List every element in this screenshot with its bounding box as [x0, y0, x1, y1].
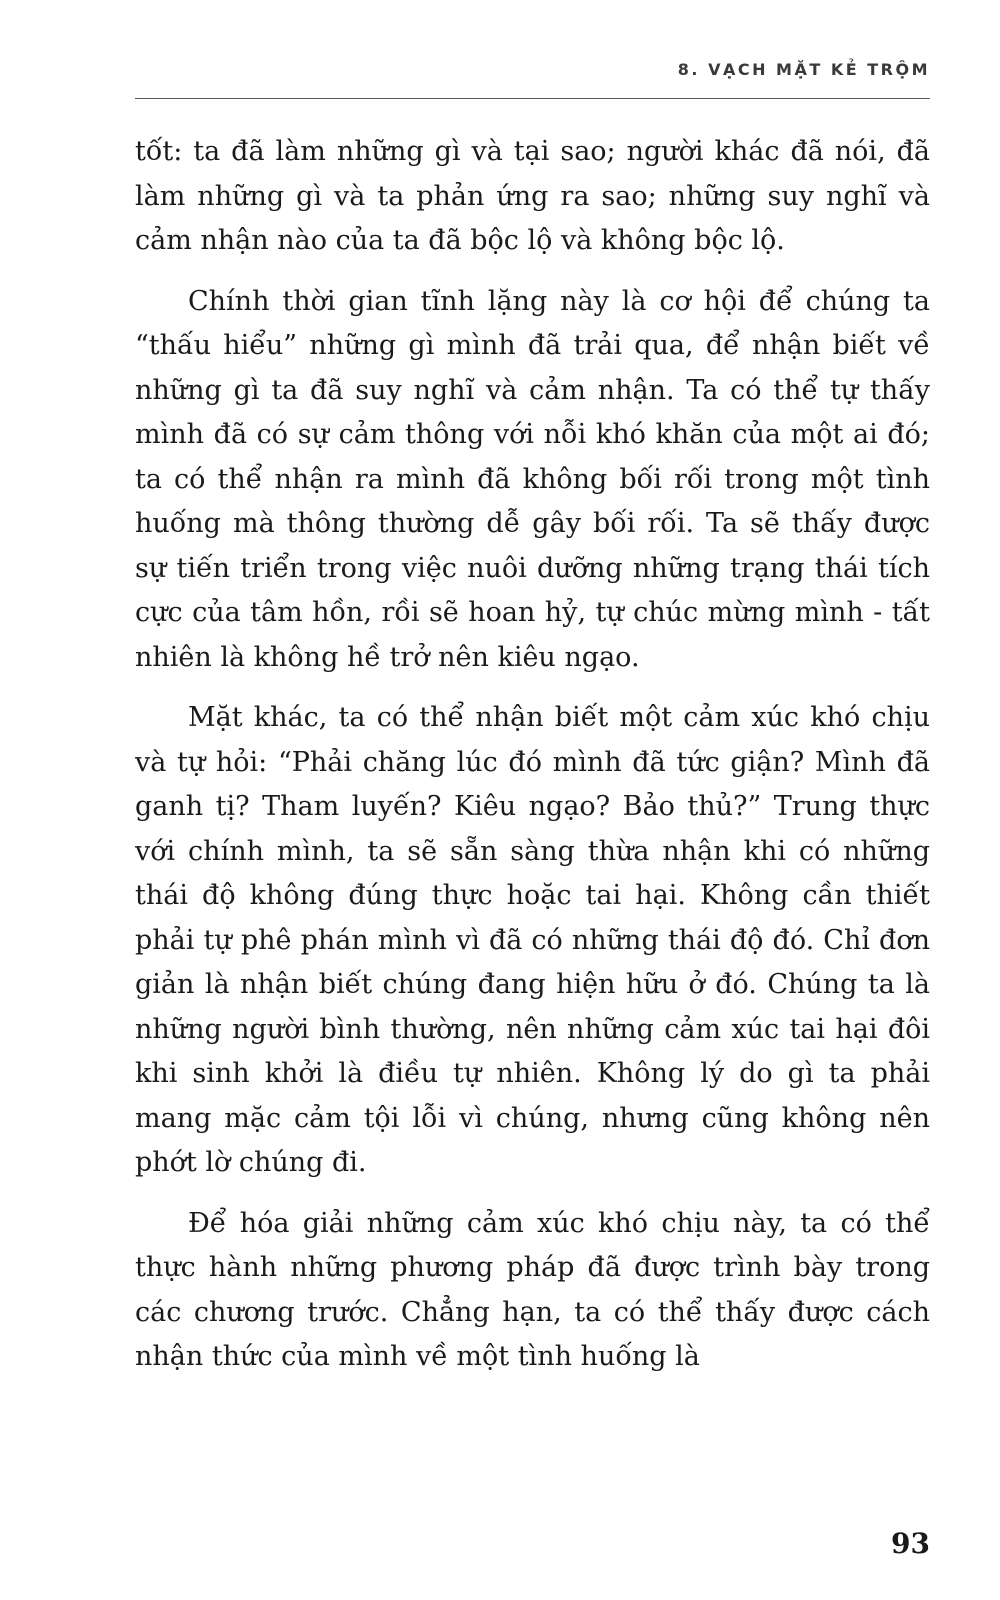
page-number: 93 — [891, 1527, 930, 1560]
page-body — [135, 130, 930, 1396]
paragraph: Để hóa giải những cảm xúc khó chịu này, ta có thể thực hành những phương pháp đã được trình bày trong các chương trước. Chẳng hạn, ta có thể thấy được cách nhận thức của mình về một tình huống là — [135, 1207, 930, 1372]
paragraph-continued: tốt: ta đã làm những gì và tại sao; người khác đã nói, đã làm những gì và ta phản ứng ra sao; những suy nghĩ và cảm nhận nào của ta đã bộc lộ và không bộc lộ. — [135, 136, 930, 256]
paragraph: Chính thời gian tĩnh lặng này là cơ hội để chúng ta “thấu hiểu” những gì mình đã trải qua, để nhận biết về những gì ta đã suy nghĩ và cảm nhận. Ta có thể tự thấy mình đã có sự cảm thông với nỗi khó khăn của một ai đó; ta có thể nhận ra mình đã không bối rối trong một tình huống mà thông thường dễ gây bối rối. Ta sẽ thấy được sự tiến triển trong việc nuôi dưỡng những trạng thái tích cực của tâm hồn, rồi sẽ hoan hỷ, tự chúc mừng mình - tất nhiên là không hề trở nên kiêu ngạo. — [135, 285, 930, 673]
running-header — [135, 58, 930, 99]
paragraph: Mặt khác, ta có thể nhận biết một cảm xúc khó chịu và tự hỏi: “Phải chăng lúc đó mình đã tức giận? Mình đã ganh tị? Tham luyến? Kiêu ngạo? Bảo thủ?” Trung thực với chính mình, ta sẽ sẵn sàng thừa nhận khi có những thái độ không đúng thực hoặc tai hại. Không cần thiết phải tự phê phán mình vì đã có những thái độ đó. Chỉ đơn giản là nhận biết chúng đang hiện hữu ở đó. Chúng ta là những người bình thường, nên những cảm xúc tai hại đôi khi sinh khởi là điều tự nhiên. Không lý do gì ta phải mang mặc cảm tội lỗi vì chúng, nhưng cũng không nên phớt lờ chúng đi. — [135, 702, 930, 1178]
running-title: 8. VẠCH MẶT KẺ TRỘM — [677, 60, 930, 79]
